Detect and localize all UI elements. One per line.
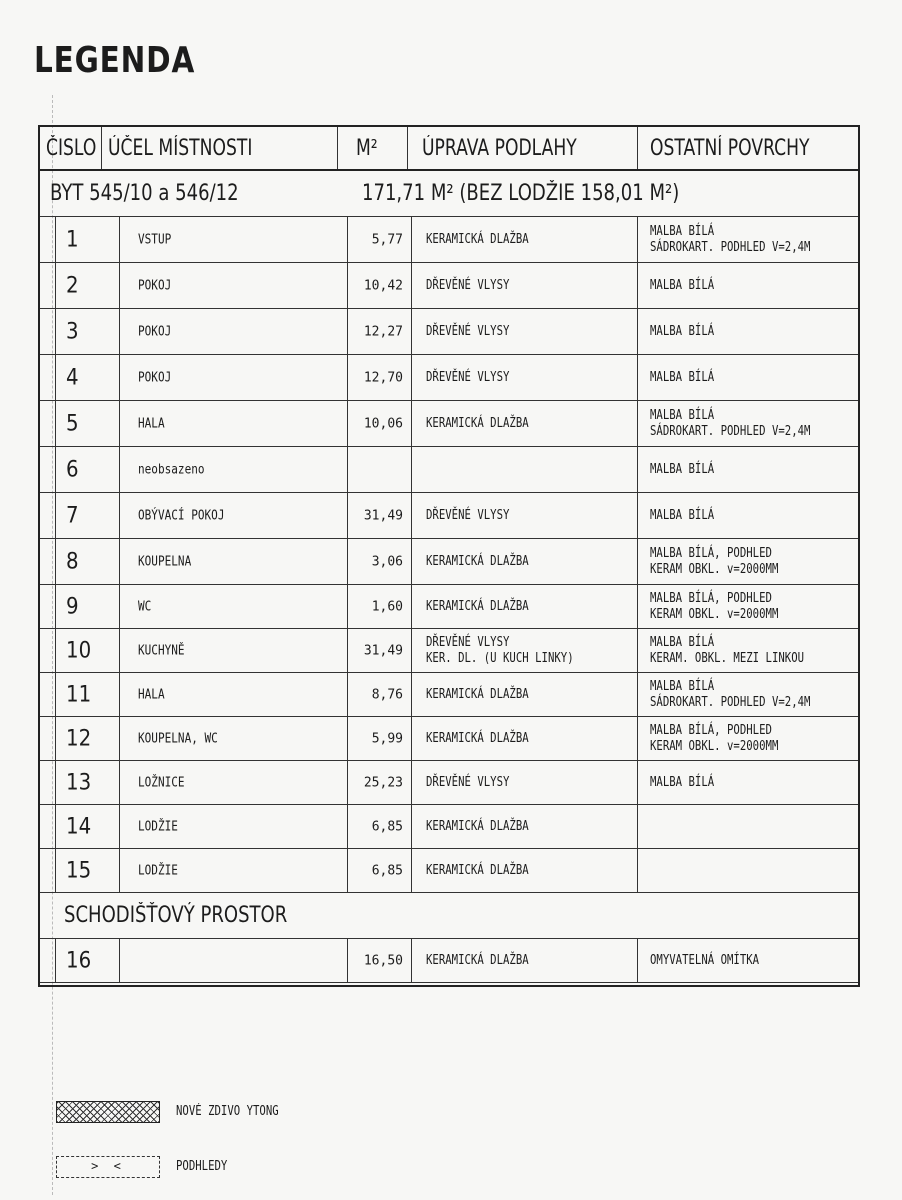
ceiling-symbol-icon: > <	[56, 1156, 160, 1178]
row-margin	[40, 585, 56, 628]
floor-finish	[426, 599, 529, 615]
row-number-cell	[56, 539, 120, 584]
row-margin	[40, 805, 56, 848]
floor-finish-line: KERAMICKÁ DLAŽBA	[426, 730, 529, 746]
room-area: 31,49	[363, 643, 403, 658]
other-surfaces	[650, 679, 810, 711]
legend-ytong-label: NOVÉ ZDIVO YTONG	[176, 1104, 279, 1119]
other-surfaces-cell	[638, 539, 860, 584]
room-name-cell	[120, 401, 348, 446]
room-area-cell	[348, 493, 412, 538]
room-area-cell	[348, 263, 412, 308]
other-surfaces-cell	[638, 717, 860, 760]
row-margin	[40, 717, 56, 760]
header-area: M²	[338, 127, 408, 169]
row-margin	[40, 629, 56, 672]
other-surfaces-cell	[638, 849, 860, 892]
room-name: LOŽNICE	[138, 775, 185, 790]
room-area: 6,85	[371, 819, 403, 834]
row-number-cell	[56, 493, 120, 538]
other-surfaces-line: KERAM OBKL. v=2000MM	[650, 738, 779, 754]
floor-finish-cell	[412, 263, 638, 308]
table-row	[40, 309, 858, 355]
other-surfaces-line: MALBA BÍLÁ	[650, 369, 715, 385]
other-surfaces-line: MALBA BÍLÁ	[650, 774, 715, 790]
room-area-cell	[348, 805, 412, 848]
room-area-cell	[348, 539, 412, 584]
other-surfaces-cell	[638, 673, 860, 716]
floor-finish-line: KERAMICKÁ DLAŽBA	[426, 553, 529, 569]
header-floor: ÚPRAVA PODLAHY	[408, 127, 638, 169]
floor-finish-cell	[412, 673, 638, 716]
room-area: 6,85	[371, 863, 403, 878]
floor-finish-line: DŘEVĚNÉ VLYSY	[426, 507, 510, 523]
other-surfaces-line: MALBA BÍLÁ	[650, 407, 715, 423]
table-row	[40, 263, 858, 309]
floor-finish-line: KERAMICKÁ DLAŽBA	[426, 952, 529, 968]
legend-ceiling-label: PODHLEDY	[176, 1159, 228, 1174]
other-surfaces	[650, 635, 804, 667]
table-row	[40, 585, 858, 629]
other-surfaces	[650, 370, 714, 386]
floor-finish-cell	[412, 939, 638, 982]
other-surfaces-line: SÁDROKART. PODHLED V=2,4M	[650, 694, 811, 710]
row-number: 12	[66, 726, 92, 751]
row-number: 13	[66, 770, 92, 795]
room-area: 12,27	[363, 324, 403, 339]
other-surfaces-line: MALBA BÍLÁ	[650, 461, 715, 477]
room-area-cell	[348, 217, 412, 262]
floor-finish-line: KERAMICKÁ DLAŽBA	[426, 686, 529, 702]
other-surfaces-cell	[638, 629, 860, 672]
other-surfaces-cell	[638, 585, 860, 628]
other-surfaces	[650, 278, 714, 294]
floor-finish-cell	[412, 629, 638, 672]
table-row	[40, 717, 858, 761]
row-margin	[40, 447, 56, 492]
table-row	[40, 761, 858, 805]
floor-finish-line: DŘEVĚNÉ VLYSY	[426, 774, 510, 790]
other-surfaces-line: MALBA BÍLÁ	[650, 634, 715, 650]
apartment-area: 171,71 M² (BEZ LODŽIE 158,01 M²)	[362, 181, 680, 206]
floor-finish	[426, 508, 509, 524]
room-name-cell	[120, 717, 348, 760]
room-area-cell	[348, 717, 412, 760]
other-surfaces	[650, 591, 778, 623]
row-number: 10	[66, 638, 92, 663]
row-margin	[40, 309, 56, 354]
row-margin	[40, 539, 56, 584]
floor-finish-cell	[412, 761, 638, 804]
header-number: ČISLO	[40, 127, 102, 169]
header-other-surfaces: OSTATNÍ POVRCHY	[650, 136, 810, 161]
floor-finish-line: KERAMICKÁ DLAŽBA	[426, 598, 529, 614]
room-area-cell	[348, 309, 412, 354]
row-number: 3	[66, 319, 79, 344]
other-surfaces	[650, 224, 810, 256]
floor-finish	[426, 370, 509, 386]
other-surfaces	[650, 324, 714, 340]
floor-finish-cell	[412, 493, 638, 538]
room-name-cell	[120, 629, 348, 672]
table-row	[40, 447, 858, 493]
other-surfaces	[650, 408, 810, 440]
floor-finish-line: DŘEVĚNÉ VLYSY	[426, 323, 510, 339]
room-name-cell	[120, 849, 348, 892]
other-surfaces	[650, 775, 714, 791]
other-surfaces-line: MALBA BÍLÁ, PODHLED	[650, 722, 772, 738]
floor-finish-line: DŘEVĚNÉ VLYSY	[426, 634, 510, 650]
row-number: 9	[66, 594, 79, 619]
row-number-cell	[56, 447, 120, 492]
row-number: 16	[66, 948, 92, 973]
row-margin	[40, 673, 56, 716]
row-number-cell	[56, 629, 120, 672]
other-surfaces-line: MALBA BÍLÁ, PODHLED	[650, 545, 772, 561]
room-area: 5,77	[371, 232, 403, 247]
room-name-cell	[120, 805, 348, 848]
room-area: 12,70	[363, 370, 403, 385]
floor-finish	[426, 278, 509, 294]
row-number: 2	[66, 273, 79, 298]
row-number: 15	[66, 858, 92, 883]
other-surfaces-cell	[638, 939, 860, 982]
floor-finish-line: KER. DL. (U KUCH LINKY)	[426, 650, 574, 666]
room-name-cell	[120, 217, 348, 262]
other-surfaces	[650, 462, 714, 478]
room-schedule-table	[38, 125, 860, 987]
other-surfaces-cell	[638, 217, 860, 262]
other-surfaces-line: MALBA BÍLÁ	[650, 223, 715, 239]
room-name-cell	[120, 355, 348, 400]
row-number: 7	[66, 503, 79, 528]
room-area-cell	[348, 355, 412, 400]
row-margin	[40, 849, 56, 892]
floor-finish	[426, 416, 529, 432]
row-margin	[40, 217, 56, 262]
row-number-cell	[56, 939, 120, 982]
other-surfaces-line: MALBA BÍLÁ	[650, 507, 715, 523]
room-area-cell	[348, 761, 412, 804]
row-margin	[40, 761, 56, 804]
room-area-cell	[348, 939, 412, 982]
row-number: 5	[66, 411, 79, 436]
other-surfaces-line: MALBA BÍLÁ	[650, 323, 715, 339]
table-header-row	[40, 127, 858, 171]
floor-finish-line: KERAMICKÁ DLAŽBA	[426, 818, 529, 834]
room-name-cell	[120, 263, 348, 308]
room-area: 10,06	[363, 416, 403, 431]
floor-finish-cell	[412, 849, 638, 892]
room-name: KOUPELNA	[138, 554, 192, 569]
row-margin	[40, 263, 56, 308]
row-number-cell	[56, 717, 120, 760]
other-surfaces-cell	[638, 401, 860, 446]
room-name-cell	[120, 585, 348, 628]
row-number-cell	[56, 401, 120, 446]
room-area: 3,06	[371, 554, 403, 569]
room-name-cell	[120, 939, 348, 982]
floor-finish	[426, 731, 529, 747]
row-number: 1	[66, 227, 79, 252]
other-surfaces	[650, 546, 778, 578]
other-surfaces-line: MALBA BÍLÁ	[650, 277, 715, 293]
floor-finish	[426, 554, 529, 570]
row-number-cell	[56, 849, 120, 892]
table-row	[40, 493, 858, 539]
room-area-cell	[348, 673, 412, 716]
room-area-cell	[348, 401, 412, 446]
floor-finish-cell	[412, 585, 638, 628]
floor-finish-cell	[412, 309, 638, 354]
room-name: HALA	[138, 416, 165, 431]
room-name: LODŽIE	[138, 863, 178, 878]
room-name-cell	[120, 761, 348, 804]
room-name-cell	[120, 493, 348, 538]
row-number-cell	[56, 761, 120, 804]
other-surfaces	[650, 723, 778, 755]
table-row	[40, 673, 858, 717]
other-surfaces-line: MALBA BÍLÁ, PODHLED	[650, 590, 772, 606]
room-area: 16,50	[363, 953, 403, 968]
row-number-cell	[56, 263, 120, 308]
room-area-cell	[348, 629, 412, 672]
floor-finish-cell	[412, 717, 638, 760]
floor-finish-line: KERAMICKÁ DLAŽBA	[426, 415, 529, 431]
floor-finish-line: DŘEVĚNÉ VLYSY	[426, 369, 510, 385]
stair-section-row	[40, 893, 858, 939]
other-surfaces-cell	[638, 355, 860, 400]
table-row	[40, 355, 858, 401]
apartment-section-row	[40, 171, 858, 217]
room-area: 10,42	[363, 278, 403, 293]
room-name: neobsazeno	[138, 462, 205, 477]
room-area-cell	[348, 447, 412, 492]
room-name: POKOJ	[138, 278, 172, 293]
floor-finish	[426, 953, 529, 969]
row-margin	[40, 493, 56, 538]
floor-finish	[426, 324, 509, 340]
row-number: 11	[66, 682, 92, 707]
row-number-cell	[56, 217, 120, 262]
row-number-cell	[56, 673, 120, 716]
room-name: KOUPELNA, WC	[138, 731, 218, 746]
table-row	[40, 629, 858, 673]
other-surfaces-cell	[638, 309, 860, 354]
other-surfaces-line: KERAM. OBKL. MEZI LINKOU	[650, 650, 805, 666]
row-margin	[40, 355, 56, 400]
table-row	[40, 939, 858, 983]
floor-finish-line: DŘEVĚNÉ VLYSY	[426, 277, 510, 293]
other-surfaces-line: SÁDROKART. PODHLED V=2,4M	[650, 423, 811, 439]
room-area: 5,99	[371, 731, 403, 746]
row-number-cell	[56, 355, 120, 400]
row-number: 14	[66, 814, 92, 839]
other-surfaces-cell	[638, 447, 860, 492]
hatch-pattern-icon	[56, 1101, 160, 1123]
row-number: 4	[66, 365, 79, 390]
header-purpose: ÚČEL MÍSTNOSTI	[102, 127, 338, 169]
room-area: 8,76	[371, 687, 403, 702]
floor-finish-cell	[412, 805, 638, 848]
other-surfaces-line: OMYVATELNÁ OMÍTKA	[650, 952, 760, 968]
room-name: VSTUP	[138, 232, 172, 247]
other-surfaces-line: KERAM OBKL. v=2000MM	[650, 561, 779, 577]
floor-finish	[426, 863, 529, 879]
other-surfaces-cell	[638, 263, 860, 308]
room-name: OBÝVACÍ POKOJ	[138, 508, 225, 523]
room-name: LODŽIE	[138, 819, 178, 834]
row-number: 8	[66, 549, 79, 574]
apartment-label: BYT 545/10 a 546/12	[50, 181, 239, 206]
room-area: 25,23	[363, 775, 403, 790]
row-margin	[40, 401, 56, 446]
floor-finish	[426, 232, 529, 248]
floor-finish-cell	[412, 217, 638, 262]
room-name: KUCHYNĚ	[138, 643, 185, 658]
row-number: 6	[66, 457, 79, 482]
table-row	[40, 217, 858, 263]
other-surfaces-cell	[638, 761, 860, 804]
floor-finish	[426, 819, 529, 835]
room-name-cell	[120, 673, 348, 716]
table-row	[40, 849, 858, 893]
row-number-cell	[56, 309, 120, 354]
floor-finish-line: KERAMICKÁ DLAŽBA	[426, 231, 529, 247]
room-area-cell	[348, 849, 412, 892]
room-name-cell	[120, 539, 348, 584]
table-row	[40, 805, 858, 849]
floor-finish-cell	[412, 447, 638, 492]
row-margin	[40, 939, 56, 982]
room-name: POKOJ	[138, 370, 172, 385]
room-area-cell	[348, 585, 412, 628]
room-name-cell	[120, 447, 348, 492]
floor-finish	[426, 775, 509, 791]
room-area: 31,49	[363, 508, 403, 523]
row-number-cell	[56, 585, 120, 628]
floor-finish-cell	[412, 539, 638, 584]
table-row	[40, 401, 858, 447]
other-surfaces	[650, 508, 714, 524]
other-surfaces-line: KERAM OBKL. v=2000MM	[650, 606, 779, 622]
table-row	[40, 539, 858, 585]
row-number-cell	[56, 805, 120, 848]
floor-finish	[426, 687, 529, 703]
floor-finish	[426, 635, 574, 667]
room-name: POKOJ	[138, 324, 172, 339]
other-surfaces-cell	[638, 805, 860, 848]
other-surfaces-line: SÁDROKART. PODHLED V=2,4M	[650, 239, 811, 255]
room-name: WC	[138, 599, 152, 614]
room-area: 1,60	[371, 599, 403, 614]
floor-finish-cell	[412, 401, 638, 446]
other-surfaces-line: MALBA BÍLÁ	[650, 678, 715, 694]
page-title: LEGENDA	[34, 40, 196, 81]
floor-finish-line: KERAMICKÁ DLAŽBA	[426, 862, 529, 878]
room-name: HALA	[138, 687, 165, 702]
floor-finish-cell	[412, 355, 638, 400]
stair-label: SCHODIŠŤOVÝ PROSTOR	[64, 903, 288, 928]
other-surfaces	[650, 953, 759, 969]
other-surfaces-cell	[638, 493, 860, 538]
room-name-cell	[120, 309, 348, 354]
